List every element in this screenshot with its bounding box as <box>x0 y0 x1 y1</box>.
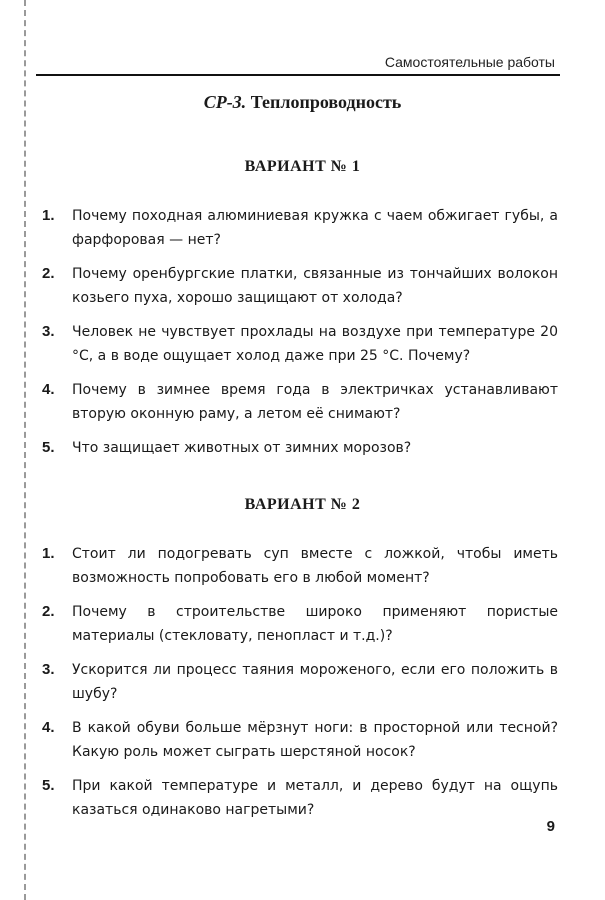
question-item <box>42 204 558 252</box>
variant-1-questions <box>42 204 558 470</box>
question-number: 2. <box>42 265 55 282</box>
question-number: 2. <box>42 603 55 620</box>
question-text: Почему в зимнее время года в электричках устанавливают вторую оконную раму, а летом её снимают? <box>72 382 558 422</box>
question-item <box>42 262 558 310</box>
question-item <box>42 716 558 764</box>
question-text: Стоит ли подогревать суп вместе с ложкой, чтобы иметь возможность попробовать его в любой момент? <box>72 546 558 586</box>
question-number: 1. <box>42 545 55 562</box>
question-item <box>42 600 558 648</box>
header-rule <box>36 74 560 76</box>
question-number: 3. <box>42 661 55 678</box>
question-text: Почему в строительстве широко применяют пористые материалы (стекловату, пенопласт и т.д.)? <box>72 604 558 644</box>
variant-2-heading: ВАРИАНТ № 2 <box>244 496 361 513</box>
running-head: Самостоятельные работы <box>384 54 555 70</box>
question-number: 4. <box>42 719 55 736</box>
question-number: 5. <box>42 777 55 794</box>
question-text: Что защищает животных от зимних морозов? <box>72 440 412 456</box>
question-item <box>42 774 558 822</box>
question-number: 1. <box>42 207 55 224</box>
title-text: Теплопроводность <box>250 92 402 112</box>
page-title <box>0 92 605 113</box>
question-number: 3. <box>42 323 55 340</box>
variant-1-heading: ВАРИАНТ № 1 <box>244 158 361 175</box>
question-text: Человек не чувствует прохлады на воздухе при температуре 20 °С, а в воде ощущает холод даже при 25 °С. Почему? <box>72 324 558 364</box>
question-item <box>42 658 558 706</box>
question-text: Почему походная алюминиевая кружка с чаем обжигает губы, а фарфоровая — нет? <box>72 208 558 248</box>
question-text: Почему оренбургские платки, связанные из тончайших волокон козьего пуха, хорошо защищают от холода? <box>72 266 558 306</box>
question-number: 4. <box>42 381 55 398</box>
question-text: В какой обуви больше мёрзнут ноги: в просторной или тесной? Какую роль может сыграть шерстяной носок? <box>72 720 558 760</box>
page-number: 9 <box>546 818 555 835</box>
question-item <box>42 378 558 426</box>
question-number: 5. <box>42 439 55 456</box>
margin-cut-line <box>24 0 26 900</box>
question-text: При какой температуре и металл, и дерево будут на ощупь казаться одинаково нагретыми? <box>72 778 558 818</box>
title-code: СР-3. <box>203 92 247 112</box>
variant-2-questions <box>42 542 558 832</box>
question-text: Ускорится ли процесс таяния мороженого, если его положить в шубу? <box>72 662 558 702</box>
question-item <box>42 320 558 368</box>
question-item <box>42 542 558 590</box>
question-item <box>42 436 558 460</box>
